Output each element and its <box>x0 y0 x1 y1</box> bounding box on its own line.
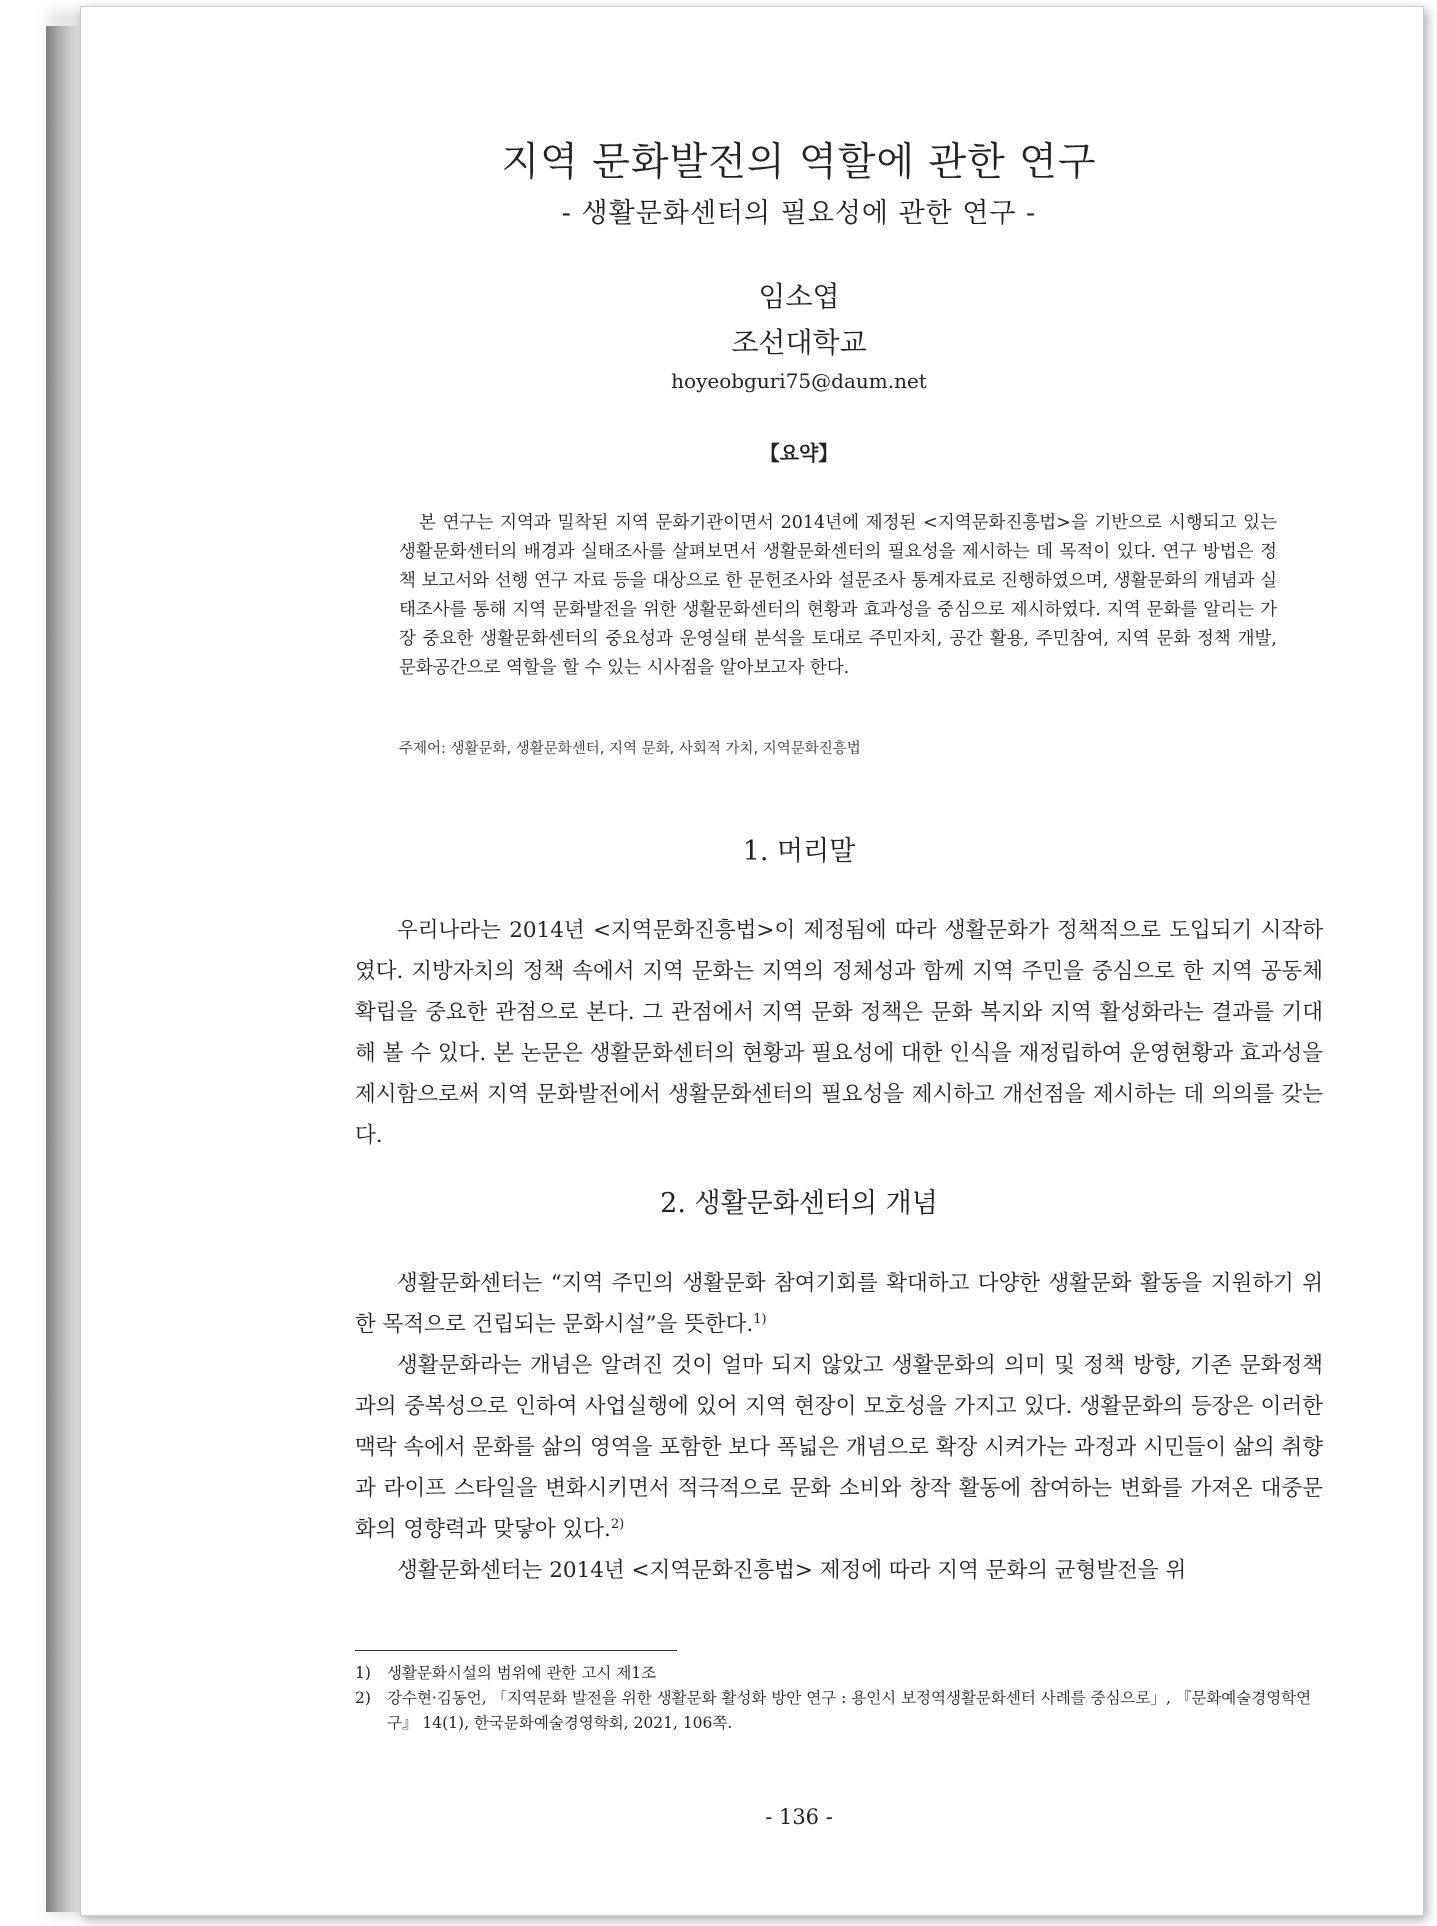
section-heading-concept: 2. 생활문화센터의 개념 <box>660 1188 938 1219</box>
paragraph-text: 생활문화라는 개념은 알려진 것이 얼마 되지 않았고 생활문화의 의미 및 정책 방향, 기존 문화정책과의 중복성으로 인하여 사업실행에 있어 지역 현장이 모호성을 가지고 있다. 생활문화의 등장은 이러한 맥락 속에서 문화를 삶의 영역을 포함한 보다 폭넓은 개념으로 확장 시켜가는 과정과 시민들이 삶의 취향과 라이프 스타일을 변화시키면서 적극적으로 문화 소비와 창작 활동에 참여하는 변화를 가져온 대중문화의 영향력과 맞닿아 있다. <box>355 1353 1323 1542</box>
abstract-text: 본 연구는 지역과 밀착된 지역 문화기관이면서 2014년에 제정된 <지역문화진흥법>을 기반으로 시행되고 있는 생활문화센터의 배경과 실태조사를 살펴보면서 생활문화센터의 필요성을 제시하는 데 목적이 있다. 연구 방법은 정책 보고서와 선행 연구 자료 등을 대상으로 한 문헌조사와 설문조사 통계자료로 진행하였으며, 생활문화의 개념과 실태조사를 통해 지역 문화발전을 위한 생활문화센터의 현황과 효과성을 중심으로 제시하였다. 지역 문화를 알리는 가장 중요한 생활문화센터의 중요성과 운영실태 분석을 토대로 주민자치, 공간 활용, 주민참여, 지역 문화 정책 개발, 문화공간으로 역할을 할 수 있는 시사점을 알아보고자 한다. <box>399 513 1277 678</box>
page-number: - 136 - <box>765 1805 833 1829</box>
section-heading-introduction: 1. 머리말 <box>742 836 856 867</box>
section-body-concept <box>355 1263 1323 1591</box>
footnote-number: 2) <box>355 1689 371 1707</box>
paragraph <box>355 1345 1323 1550</box>
paragraph <box>355 1263 1323 1345</box>
footnote-text: 생활문화시설의 범위에 관한 고시 제1조 <box>387 1664 657 1682</box>
author-name: 임소엽 <box>758 280 840 313</box>
book-spine <box>46 26 80 1912</box>
paragraph: 우리나라는 2014년 <지역문화진흥법>이 제정됨에 따라 생활문화가 정책적으로 도입되기 시작하였다. 지방자치의 정책 속에서 지역 문화는 지역의 정체성과 함께 지역 주민을 중심으로 한 지역 공동체 확립을 중요한 관점으로 본다. 그 관점에서 지역 문화 정책은 문화 복지와 지역 활성화라는 결과를 기대해 볼 수 있다. 본 논문은 생활문화센터의 현황과 필요성에 대한 인식을 재정립하여 운영현황과 효과성을 제시함으로써 지역 문화발전에서 생활문화센터의 필요성을 제시하고 개선점을 제시하는 데 의의를 갖는다. <box>355 918 1323 1148</box>
footnote-divider <box>355 1650 677 1651</box>
author-email: hoyeobguri75@daum.net <box>671 369 927 393</box>
paragraph: 생활문화센터는 2014년 <지역문화진흥법> 제정에 따라 지역 문화의 균형발전을 위 <box>397 1558 1187 1583</box>
paper-page <box>80 6 1424 1916</box>
footnote-ref-1[interactable]: 1) <box>753 1311 767 1327</box>
paragraph-text: 생활문화센터는 “지역 주민의 생활문화 참여기회를 확대하고 다양한 생활문화 활동을 지원하기 위한 목적으로 건립되는 문화시설”을 뜻한다. <box>355 1271 1323 1337</box>
footnote-number: 1) <box>355 1664 371 1682</box>
footnote-ref-2[interactable]: 2) <box>610 1516 625 1532</box>
footnote-text: 강수현·김동언, 「지역문화 발전을 위한 생활문화 활성화 방안 연구 : 용인시 보정역생활문화센터 사례를 중심으로」, 『문화예술경영학연구』 14(1), 한국문화예술경영학회, 2021, 106쪽. <box>387 1689 1312 1732</box>
keywords: 주제어: 생활문화, 생활문화센터, 지역 문화, 사회적 가치, 지역문화진흥법 <box>399 741 861 757</box>
paper-subtitle: - 생활문화센터의 필요성에 관한 연구 - <box>561 198 1037 229</box>
section-body-introduction <box>355 910 1323 1156</box>
footnotes <box>355 1661 1323 1736</box>
footnote-item <box>355 1686 1323 1736</box>
author-affiliation: 조선대학교 <box>731 326 867 359</box>
abstract-heading: 【요약】 <box>759 441 839 465</box>
paper-title: 지역 문화발전의 역할에 관한 연구 <box>501 140 1097 185</box>
footnote-item <box>355 1661 1323 1686</box>
